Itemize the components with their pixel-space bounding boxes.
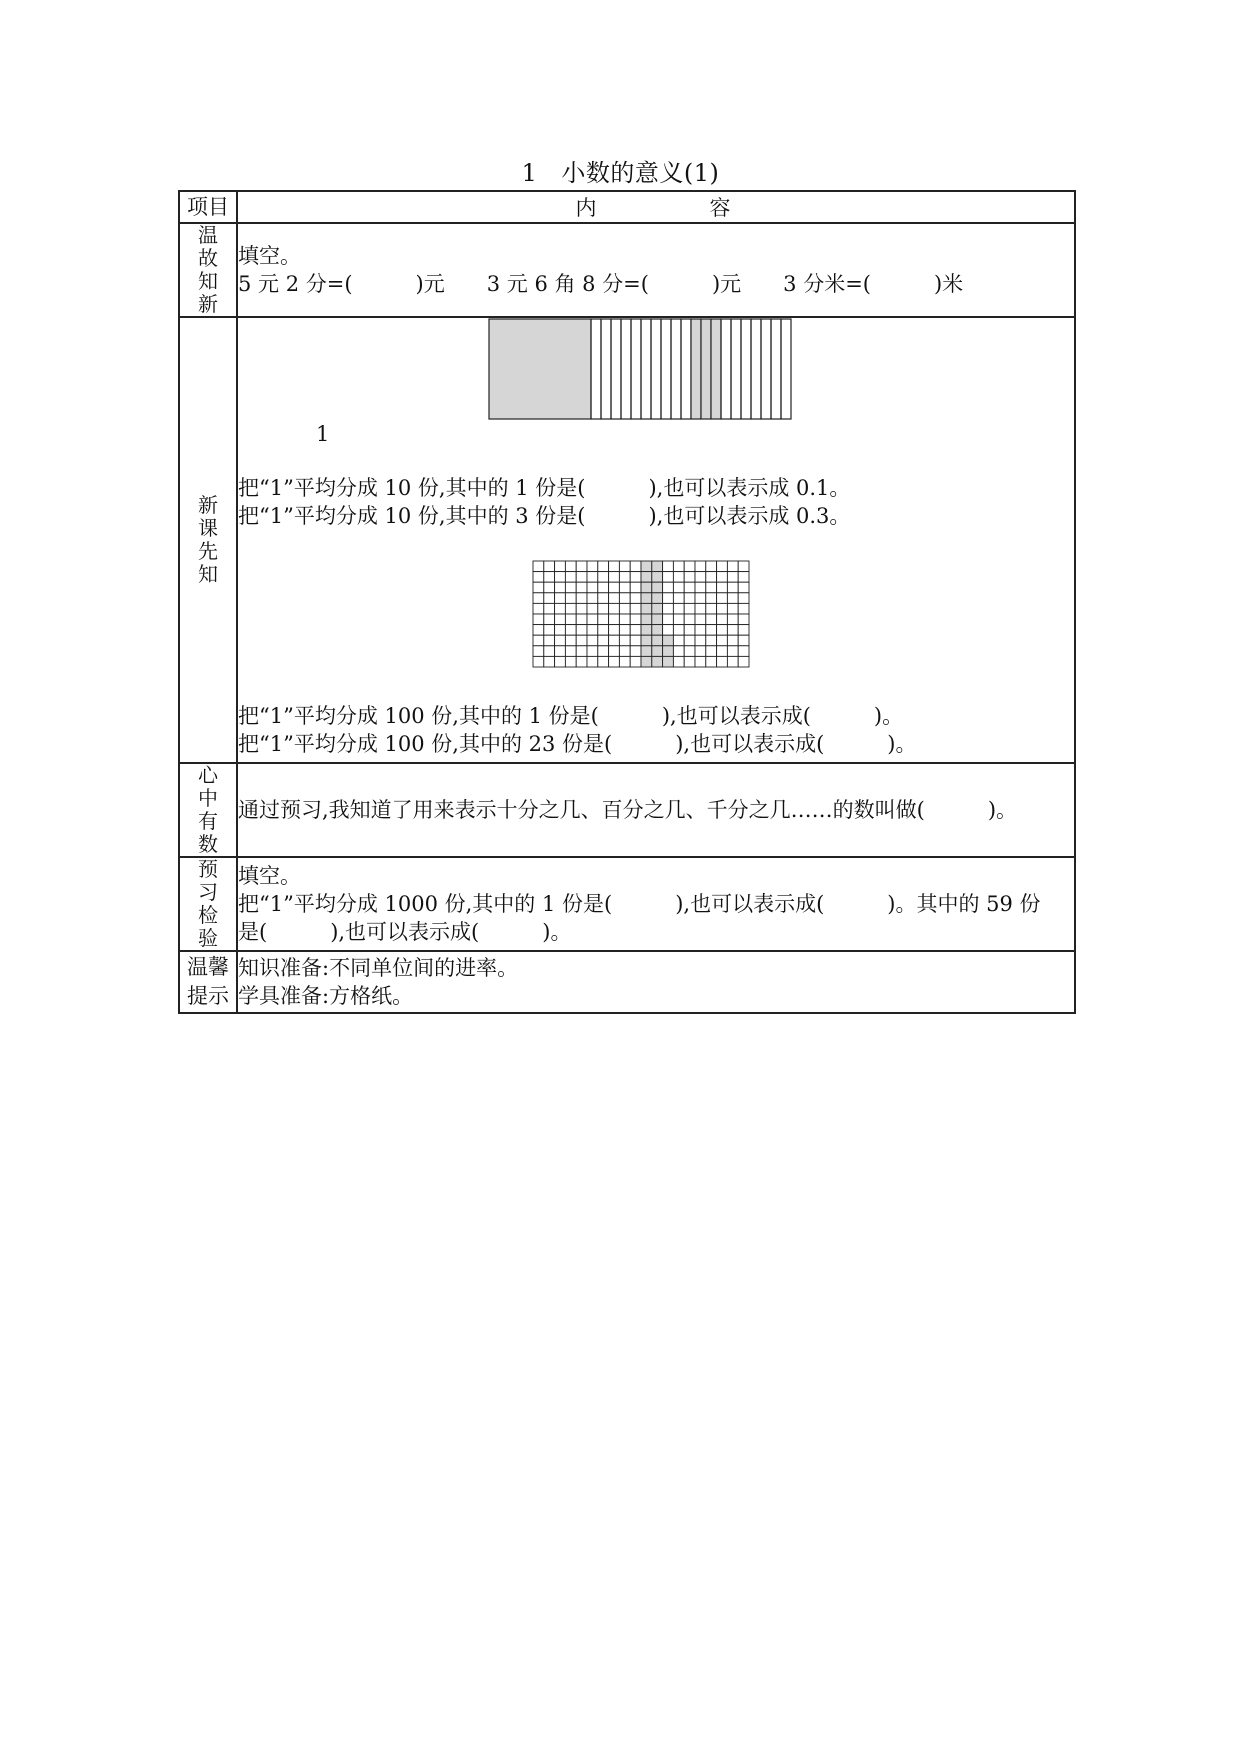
grid-cell <box>609 593 620 604</box>
strip-column <box>741 319 751 419</box>
strip-column <box>761 319 771 419</box>
grid-cell <box>598 625 609 636</box>
table-header-row <box>179 191 1075 223</box>
grid-cell <box>738 656 749 667</box>
grid-cell <box>641 593 652 604</box>
grid-cell <box>576 582 587 593</box>
grid-cell <box>706 561 717 572</box>
grid-cell <box>717 593 728 604</box>
grid-cell <box>738 582 749 593</box>
grid-cell <box>652 625 663 636</box>
grid-cell <box>727 593 738 604</box>
preview-label-char: 验 <box>198 926 218 950</box>
grid-cell <box>544 593 555 604</box>
grid-cell <box>652 656 663 667</box>
grid-cell <box>663 635 674 646</box>
grid-cell <box>587 572 598 583</box>
grid-cell <box>630 646 641 657</box>
grid-cell <box>684 572 695 583</box>
grid-cell <box>533 561 544 572</box>
grid-cell <box>565 561 576 572</box>
grid-cell <box>555 625 566 636</box>
preview-line: 是( ),也可以表示成( )。 <box>238 920 572 944</box>
grid-cell <box>576 635 587 646</box>
grid-cell <box>684 635 695 646</box>
grid-cell <box>673 625 684 636</box>
grid-cell <box>641 572 652 583</box>
grid-cell <box>544 656 555 667</box>
title-text: 小数的意义(1) <box>561 159 720 187</box>
grid-cell <box>598 656 609 667</box>
grid-cell <box>706 625 717 636</box>
grid-cell <box>630 656 641 667</box>
strip-column <box>691 319 701 419</box>
grid-cell <box>630 572 641 583</box>
grid-cell <box>587 614 598 625</box>
grid-cell <box>555 656 566 667</box>
grid-cell <box>641 635 652 646</box>
grid-cell <box>663 603 674 614</box>
mind-row <box>179 763 1075 857</box>
grid-cell <box>544 561 555 572</box>
newlesson-content <box>237 317 1075 763</box>
review-content <box>237 223 1075 317</box>
mind-line: 通过预习,我知道了用来表示十分之几、百分之几、千分之几……的数叫做( )。 <box>238 798 1018 822</box>
header-item: 项目 <box>179 191 237 223</box>
grid-cell <box>587 593 598 604</box>
newlesson-row <box>179 317 1075 763</box>
grid-cell <box>695 603 706 614</box>
grid-cell <box>587 646 598 657</box>
grid-cell <box>533 646 544 657</box>
review-label-char: 新 <box>198 292 218 316</box>
grid-cell <box>673 656 684 667</box>
grid-cell <box>619 635 630 646</box>
grid-cell <box>717 603 728 614</box>
grid-cell <box>695 646 706 657</box>
strip-column <box>651 319 661 419</box>
grid-cell <box>576 561 587 572</box>
grid-cell <box>695 582 706 593</box>
tips-line: 知识准备:不同单位间的进率。 <box>238 956 519 980</box>
grid-cell <box>663 572 674 583</box>
grid-cell <box>684 614 695 625</box>
tips-label-line: 提示 <box>187 984 229 1008</box>
newlesson-lines-b <box>238 702 916 758</box>
strip-column <box>671 319 681 419</box>
grid-cell <box>565 614 576 625</box>
newlesson-label-char: 知 <box>198 562 218 586</box>
grid-cell <box>695 593 706 604</box>
grid-cell <box>684 646 695 657</box>
preview-row <box>179 857 1075 951</box>
grid-cell <box>619 572 630 583</box>
grid-cell <box>641 603 652 614</box>
grid-cell <box>673 603 684 614</box>
grid-cell <box>576 625 587 636</box>
grid-cell <box>727 656 738 667</box>
strip-column <box>711 319 721 419</box>
grid-cell <box>609 603 620 614</box>
review-line: 5 元 2 分=( )元 3 元 6 角 8 分=( )元 3 分米=( )米 <box>238 272 964 296</box>
grid-cell <box>673 593 684 604</box>
review-row <box>179 223 1075 317</box>
grid-cell <box>587 635 598 646</box>
grid-cell <box>684 582 695 593</box>
grid-cell <box>555 572 566 583</box>
grid-cell <box>619 603 630 614</box>
preview-line: 把“1”平均分成 1000 份,其中的 1 份是( ),也可以表示成( )。其中的 59 份 <box>238 892 1041 916</box>
grid-cell <box>706 572 717 583</box>
grid-cell <box>717 625 728 636</box>
grid-cell <box>673 646 684 657</box>
grid-cell <box>663 593 674 604</box>
review-label <box>179 223 237 317</box>
grid-cell <box>630 614 641 625</box>
grid-cell <box>641 614 652 625</box>
grid-cell <box>587 603 598 614</box>
strip-column <box>771 319 781 419</box>
tips-label-line: 温馨 <box>187 955 229 979</box>
grid-cell <box>630 625 641 636</box>
strip-column <box>601 319 611 419</box>
grid-cell <box>652 593 663 604</box>
grid-cell <box>576 603 587 614</box>
grid-cell <box>717 646 728 657</box>
grid-cell <box>717 656 728 667</box>
grid-cell <box>652 572 663 583</box>
grid-cell <box>630 603 641 614</box>
grid-cell <box>619 582 630 593</box>
grid-cell <box>641 625 652 636</box>
grid-cell <box>565 603 576 614</box>
grid-cell <box>673 582 684 593</box>
grid-cell <box>576 646 587 657</box>
grid-cell <box>544 603 555 614</box>
strip-column <box>661 319 671 419</box>
grid-cell <box>695 561 706 572</box>
grid-cell <box>619 625 630 636</box>
grid-cell <box>684 603 695 614</box>
header-content-label: 内 容 <box>575 196 777 220</box>
grid-cell <box>555 561 566 572</box>
grid-cell <box>565 646 576 657</box>
grid-cell <box>565 625 576 636</box>
strip-column <box>751 319 761 419</box>
grid-cell <box>717 561 728 572</box>
mind-label-char: 数 <box>198 832 218 856</box>
grid-cell <box>652 603 663 614</box>
grid-cell <box>544 582 555 593</box>
grid-cell <box>587 582 598 593</box>
preview-label-char: 习 <box>198 880 218 904</box>
grid-cell <box>533 603 544 614</box>
tenths-strip-figure <box>488 318 798 422</box>
grid-cell <box>717 635 728 646</box>
grid-cell <box>727 582 738 593</box>
grid-cell <box>555 593 566 604</box>
grid-cell <box>717 572 728 583</box>
grid-cell <box>684 656 695 667</box>
grid-cell <box>555 603 566 614</box>
grid-cell <box>652 646 663 657</box>
grid-cell <box>663 561 674 572</box>
strip-column <box>721 319 731 419</box>
grid-cell <box>576 572 587 583</box>
grid-cell <box>727 625 738 636</box>
grid-cell <box>695 656 706 667</box>
grid-cell <box>727 614 738 625</box>
grid-cell <box>609 582 620 593</box>
grid-cell <box>652 614 663 625</box>
grid-cell <box>663 582 674 593</box>
grid-cell <box>619 561 630 572</box>
grid-cell <box>555 582 566 593</box>
grid-cell <box>565 582 576 593</box>
newlesson-line: 把“1”平均分成 100 份,其中的 23 份是( ),也可以表示成( )。 <box>238 732 917 756</box>
grid-cell <box>706 646 717 657</box>
grid-cell <box>619 614 630 625</box>
grid-cell <box>533 635 544 646</box>
grid-cell <box>695 635 706 646</box>
grid-cell <box>609 635 620 646</box>
mind-label-char: 有 <box>198 809 218 833</box>
preview-content <box>237 857 1075 951</box>
grid-cell <box>587 625 598 636</box>
grid-cell <box>598 572 609 583</box>
grid-cell <box>630 582 641 593</box>
grid-cell <box>555 635 566 646</box>
grid-cell <box>565 572 576 583</box>
grid-cell <box>706 603 717 614</box>
grid-cell <box>609 572 620 583</box>
grid-cell <box>565 656 576 667</box>
grid-cell <box>598 593 609 604</box>
grid-cell <box>533 614 544 625</box>
grid-cell <box>576 593 587 604</box>
preview-label-char: 检 <box>198 903 218 927</box>
grid-cell <box>533 656 544 667</box>
grid-cell <box>587 656 598 667</box>
strip-column <box>681 319 691 419</box>
grid-cell <box>684 593 695 604</box>
grid-cell <box>695 572 706 583</box>
grid-cell <box>695 614 706 625</box>
grid-cell <box>641 656 652 667</box>
grid-cell <box>598 614 609 625</box>
newlesson-line: 把“1”平均分成 10 份,其中的 3 份是( ),也可以表示成 0.3。 <box>238 504 851 528</box>
mind-label-char: 心 <box>198 763 218 787</box>
hundredths-grid-figure <box>532 560 752 670</box>
strip-column <box>731 319 741 419</box>
grid-cell <box>738 625 749 636</box>
strip-unit-label: 1 <box>316 422 330 446</box>
grid-cell <box>576 614 587 625</box>
tips-row <box>179 951 1075 1013</box>
grid-cell <box>609 625 620 636</box>
grid-cell <box>598 635 609 646</box>
grid-cell <box>717 582 728 593</box>
grid-cell <box>576 656 587 667</box>
grid-cell <box>738 561 749 572</box>
worksheet-table <box>178 190 1076 1014</box>
strip-column <box>621 319 631 419</box>
mind-content <box>237 763 1075 857</box>
newlesson-lines-a <box>238 474 850 530</box>
grid-cell <box>727 561 738 572</box>
grid-cell <box>673 635 684 646</box>
mind-label-char: 中 <box>198 786 218 810</box>
grid-cell <box>727 603 738 614</box>
worksheet-title <box>0 153 1241 188</box>
grid-cell <box>641 646 652 657</box>
tips-line: 学具准备:方格纸。 <box>238 984 414 1008</box>
strip-column <box>591 319 601 419</box>
grid-cell <box>555 614 566 625</box>
grid-cell <box>706 614 717 625</box>
grid-cell <box>663 625 674 636</box>
preview-label <box>179 857 237 951</box>
strip-column <box>611 319 621 419</box>
grid-cell <box>533 625 544 636</box>
preview-label-char: 预 <box>198 857 218 881</box>
grid-cell <box>598 561 609 572</box>
grid-cell <box>706 635 717 646</box>
grid-cell <box>630 635 641 646</box>
grid-cell <box>706 582 717 593</box>
grid-cell <box>544 572 555 583</box>
grid-cell <box>609 614 620 625</box>
grid-cell <box>587 561 598 572</box>
grid-cell <box>738 572 749 583</box>
grid-cell <box>673 561 684 572</box>
grid-cell <box>544 635 555 646</box>
grid-cell <box>619 646 630 657</box>
grid-cell <box>544 646 555 657</box>
tips-label <box>179 951 237 1013</box>
grid-cell <box>727 572 738 583</box>
strip-column <box>701 319 711 419</box>
preview-line: 填空。 <box>238 864 301 888</box>
mind-label <box>179 763 237 857</box>
review-label-char: 故 <box>198 246 218 270</box>
grid-cell <box>684 561 695 572</box>
review-line: 填空。 <box>238 244 301 268</box>
review-label-char: 温 <box>198 223 218 247</box>
grid-cell <box>533 593 544 604</box>
grid-cell <box>609 561 620 572</box>
strip-column <box>631 319 641 419</box>
grid-cell <box>609 656 620 667</box>
newlesson-line: 把“1”平均分成 100 份,其中的 1 份是( ),也可以表示成( )。 <box>238 704 904 728</box>
grid-cell <box>738 614 749 625</box>
grid-cell <box>533 572 544 583</box>
grid-cell <box>663 646 674 657</box>
review-label-char: 知 <box>198 269 218 293</box>
grid-cell <box>598 646 609 657</box>
grid-cell <box>544 614 555 625</box>
grid-cell <box>598 582 609 593</box>
grid-cell <box>717 614 728 625</box>
grid-cell <box>727 635 738 646</box>
strip-shaded-block <box>489 319 591 419</box>
grid-cell <box>738 593 749 604</box>
grid-cell <box>609 646 620 657</box>
grid-cell <box>630 561 641 572</box>
grid-cell <box>641 582 652 593</box>
strip-column <box>781 319 791 419</box>
grid-cell <box>544 625 555 636</box>
newlesson-label-char: 先 <box>198 539 218 563</box>
grid-cell <box>738 603 749 614</box>
grid-cell <box>555 646 566 657</box>
grid-cell <box>663 614 674 625</box>
header-content <box>237 191 1075 223</box>
grid-cell <box>598 603 609 614</box>
grid-cell <box>706 656 717 667</box>
grid-cell <box>652 561 663 572</box>
newlesson-label-char: 课 <box>198 516 218 540</box>
title-number: 1 <box>521 159 538 187</box>
grid-cell <box>533 582 544 593</box>
grid-cell <box>619 656 630 667</box>
grid-cell <box>738 635 749 646</box>
newlesson-line: 把“1”平均分成 10 份,其中的 1 份是( ),也可以表示成 0.1。 <box>238 476 851 500</box>
grid-cell <box>684 625 695 636</box>
grid-cell <box>673 614 684 625</box>
grid-cell <box>652 582 663 593</box>
tips-content <box>237 951 1075 1013</box>
grid-cell <box>695 625 706 636</box>
grid-cell <box>663 656 674 667</box>
newlesson-label <box>179 317 237 763</box>
grid-cell <box>738 646 749 657</box>
grid-cell <box>630 593 641 604</box>
grid-cell <box>706 593 717 604</box>
grid-cell <box>727 646 738 657</box>
grid-cell <box>619 593 630 604</box>
grid-cell <box>673 572 684 583</box>
grid-cell <box>565 593 576 604</box>
newlesson-label-char: 新 <box>198 493 218 517</box>
grid-cell <box>641 561 652 572</box>
grid-cell <box>652 635 663 646</box>
grid-cell <box>565 635 576 646</box>
strip-column <box>641 319 651 419</box>
